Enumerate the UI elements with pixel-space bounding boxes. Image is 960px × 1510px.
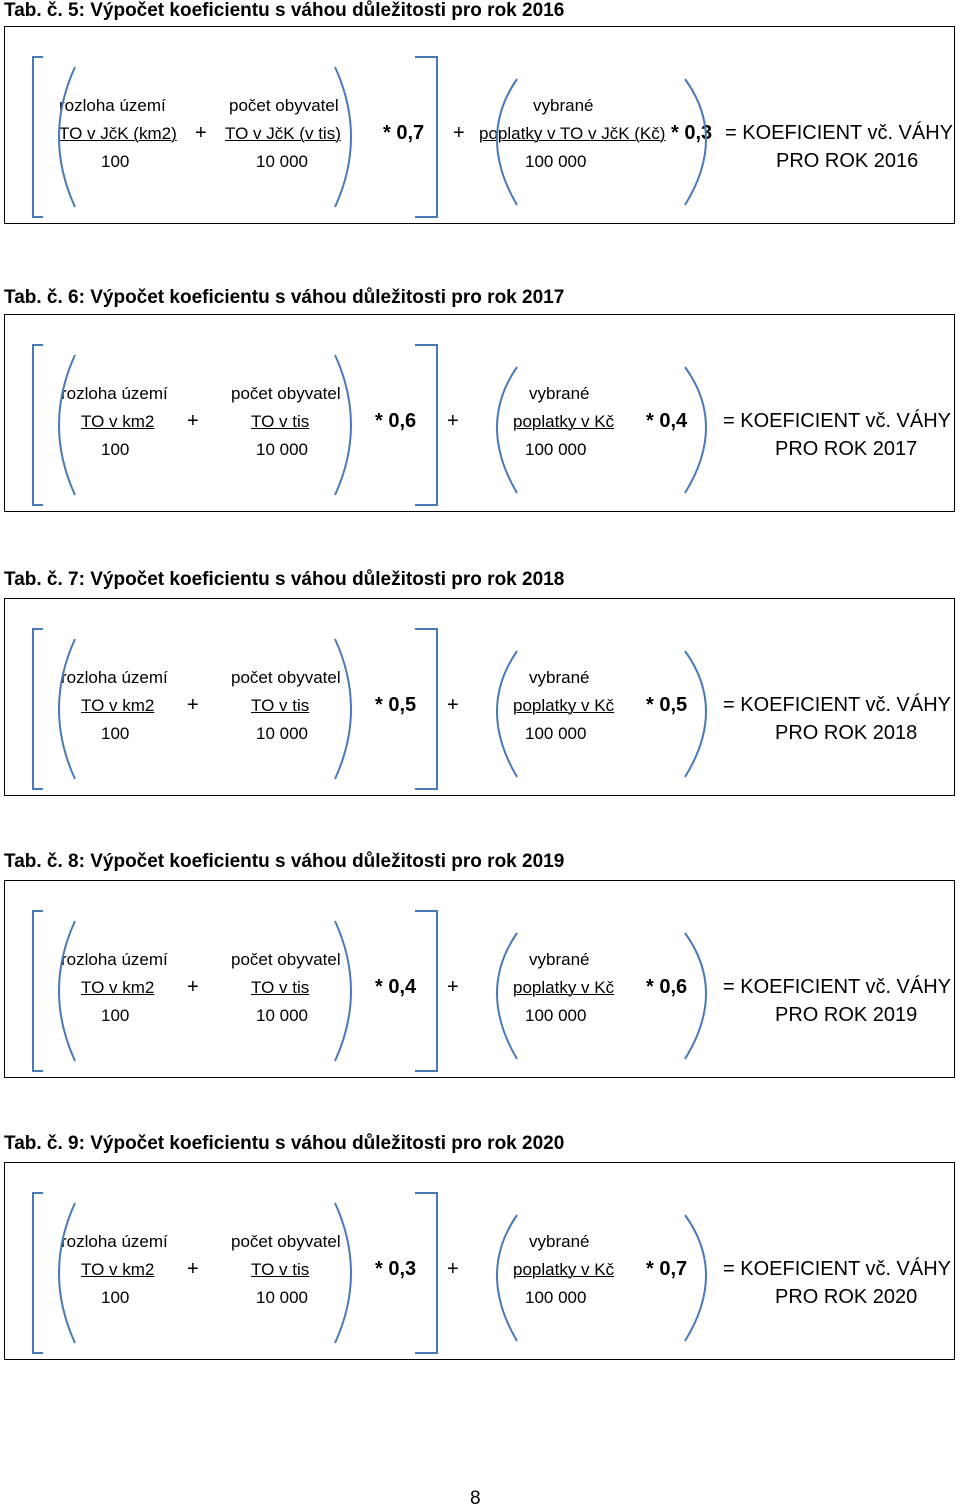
result-label: = KOEFICIENT vč. VÁHY <box>723 1258 952 1280</box>
fees-denominator: 100 000 <box>525 1006 587 1025</box>
formula-brackets <box>5 1163 960 1361</box>
left-parenthesis <box>59 67 75 207</box>
right-parenthesis <box>685 933 706 1059</box>
right-parenthesis <box>335 355 351 495</box>
weight-factor: * 0,4 <box>375 976 417 998</box>
area-numerator: TO v km2 <box>81 1260 155 1279</box>
plus-sign: + <box>195 122 207 144</box>
weight-factor: * 0,7 <box>646 1258 688 1280</box>
weight-factor: * 0,6 <box>375 410 417 432</box>
population-numerator: TO v tis <box>251 696 310 715</box>
weight-factor: * 0,3 <box>671 122 713 144</box>
area-label: rozloha území <box>61 1232 168 1251</box>
plus-sign: + <box>447 976 459 998</box>
right-parenthesis <box>685 367 706 493</box>
plus-sign: + <box>187 976 199 998</box>
plus-sign: + <box>187 694 199 716</box>
population-numerator: TO v tis <box>251 978 310 997</box>
population-label: počet obyvatel <box>231 668 341 687</box>
formula-box <box>4 1162 955 1360</box>
population-denominator: 10 000 <box>256 440 308 459</box>
area-denominator: 100 <box>101 1288 130 1307</box>
formula-box <box>4 880 955 1078</box>
left-square-bracket <box>33 911 43 1071</box>
right-parenthesis <box>685 1215 706 1341</box>
population-label: počet obyvatel <box>231 384 341 403</box>
left-parenthesis <box>497 79 517 205</box>
left-square-bracket <box>33 629 43 789</box>
fees-numerator: poplatky v TO v JčK (Kč) <box>479 124 666 143</box>
right-square-bracket <box>415 1193 437 1353</box>
formula-brackets <box>5 27 960 225</box>
plus-sign: + <box>187 410 199 432</box>
fees-denominator: 100 000 <box>525 440 587 459</box>
table-caption: Tab. č. 8: Výpočet koeficientu s váhou důležitosti pro rok 2019 <box>4 851 565 872</box>
area-label: rozloha území <box>61 384 168 403</box>
formula-box <box>4 314 955 512</box>
fees-label: vybrané <box>529 668 590 687</box>
population-label: počet obyvatel <box>231 1232 341 1251</box>
plus-sign: + <box>187 1258 199 1280</box>
left-square-bracket <box>33 1193 43 1353</box>
area-denominator: 100 <box>101 440 130 459</box>
weight-factor: * 0,3 <box>375 1258 417 1280</box>
area-denominator: 100 <box>101 1006 130 1025</box>
result-year: PRO ROK 2019 <box>775 1004 918 1026</box>
right-parenthesis <box>335 921 351 1061</box>
fees-label: vybrané <box>529 950 590 969</box>
result-year: PRO ROK 2017 <box>775 438 918 460</box>
area-numerator: TO v km2 <box>81 696 155 715</box>
area-denominator: 100 <box>101 152 130 171</box>
plus-sign: + <box>447 410 459 432</box>
right-square-bracket <box>415 57 437 217</box>
result-label: = KOEFICIENT vč. VÁHY <box>723 976 952 998</box>
area-denominator: 100 <box>101 724 130 743</box>
weight-factor: * 0,7 <box>383 122 425 144</box>
population-numerator: TO v tis <box>251 1260 310 1279</box>
plus-sign: + <box>447 694 459 716</box>
weight-factor: * 0,5 <box>646 694 688 716</box>
left-parenthesis <box>497 1215 517 1341</box>
table-caption: Tab. č. 6: Výpočet koeficientu s váhou důležitosti pro rok 2017 <box>4 287 565 308</box>
right-square-bracket <box>415 629 437 789</box>
fees-numerator: poplatky v Kč <box>513 412 615 431</box>
population-denominator: 10 000 <box>256 1006 308 1025</box>
formula-box <box>4 26 955 224</box>
right-square-bracket <box>415 345 437 505</box>
left-square-bracket <box>33 57 43 217</box>
right-parenthesis <box>335 67 351 207</box>
formula-brackets <box>5 881 960 1079</box>
fees-numerator: poplatky v Kč <box>513 978 615 997</box>
fees-numerator: poplatky v Kč <box>513 696 615 715</box>
population-denominator: 10 000 <box>256 152 308 171</box>
right-parenthesis <box>335 1203 351 1343</box>
area-numerator: TO v JčK (km2) <box>59 124 177 143</box>
result-label: = KOEFICIENT vč. VÁHY <box>723 694 952 716</box>
fees-denominator: 100 000 <box>525 1288 587 1307</box>
fees-denominator: 100 000 <box>525 724 587 743</box>
population-label: počet obyvatel <box>231 950 341 969</box>
plus-sign: + <box>447 1258 459 1280</box>
result-year: PRO ROK 2020 <box>775 1286 918 1308</box>
population-numerator: TO v JčK (v tis) <box>225 124 341 143</box>
plus-sign: + <box>453 122 465 144</box>
left-parenthesis <box>59 639 75 779</box>
result-year: PRO ROK 2016 <box>776 150 919 172</box>
result-label: = KOEFICIENT vč. VÁHY <box>725 122 954 144</box>
result-label: = KOEFICIENT vč. VÁHY <box>723 410 952 432</box>
page-number: 8 <box>470 1488 481 1509</box>
population-numerator: TO v tis <box>251 412 310 431</box>
fees-label: vybrané <box>529 384 590 403</box>
weight-factor: * 0,5 <box>375 694 417 716</box>
left-parenthesis <box>497 367 517 493</box>
fees-label: vybrané <box>529 1232 590 1251</box>
table-caption: Tab. č. 5: Výpočet koeficientu s váhou důležitosti pro rok 2016 <box>4 0 565 21</box>
population-denominator: 10 000 <box>256 724 308 743</box>
left-parenthesis <box>59 1203 75 1343</box>
fees-label: vybrané <box>533 96 594 115</box>
left-parenthesis <box>497 933 517 1059</box>
left-parenthesis <box>59 921 75 1061</box>
formula-box <box>4 598 955 796</box>
left-parenthesis <box>59 355 75 495</box>
right-parenthesis <box>685 651 706 777</box>
weight-factor: * 0,6 <box>646 976 688 998</box>
area-label: rozloha území <box>61 668 168 687</box>
population-label: počet obyvatel <box>229 96 339 115</box>
fees-denominator: 100 000 <box>525 152 587 171</box>
left-square-bracket <box>33 345 43 505</box>
area-numerator: TO v km2 <box>81 412 155 431</box>
right-parenthesis <box>685 79 706 205</box>
area-label: rozloha území <box>61 950 168 969</box>
fees-numerator: poplatky v Kč <box>513 1260 615 1279</box>
formula-brackets <box>5 599 960 797</box>
area-label: rozloha území <box>59 96 166 115</box>
right-parenthesis <box>335 639 351 779</box>
area-numerator: TO v km2 <box>81 978 155 997</box>
left-parenthesis <box>497 651 517 777</box>
population-denominator: 10 000 <box>256 1288 308 1307</box>
table-caption: Tab. č. 7: Výpočet koeficientu s váhou důležitosti pro rok 2018 <box>4 569 565 590</box>
result-year: PRO ROK 2018 <box>775 722 918 744</box>
weight-factor: * 0,4 <box>646 410 688 432</box>
right-square-bracket <box>415 911 437 1071</box>
formula-brackets <box>5 315 960 513</box>
table-caption: Tab. č. 9: Výpočet koeficientu s váhou důležitosti pro rok 2020 <box>4 1133 565 1154</box>
